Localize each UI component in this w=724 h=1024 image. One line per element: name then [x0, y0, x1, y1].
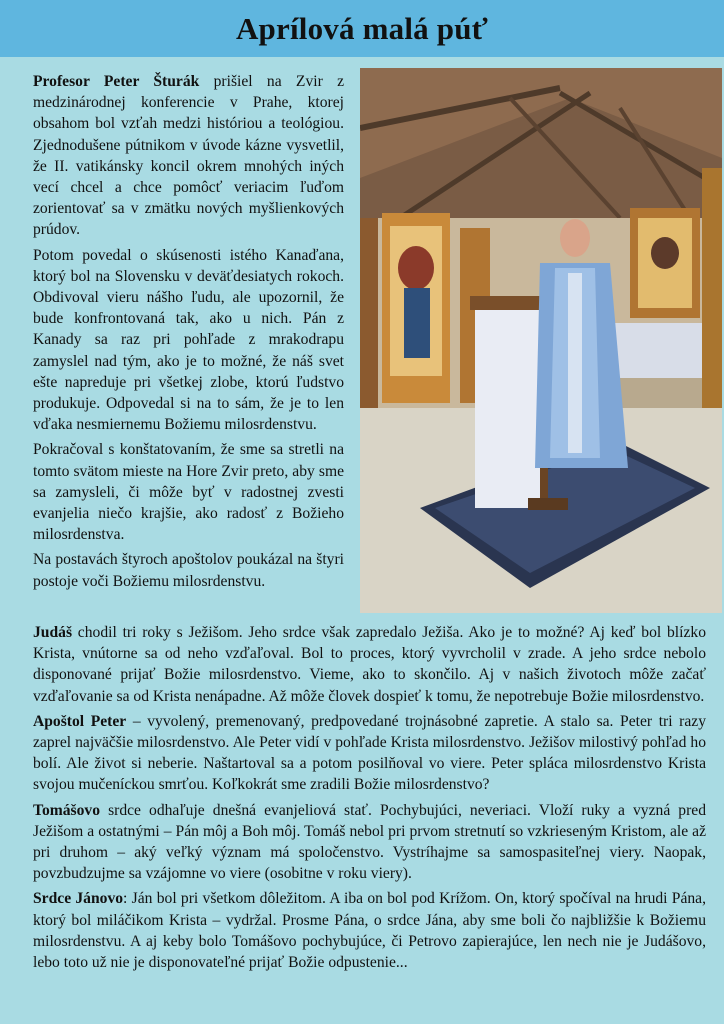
paragraph-judas [33, 622, 706, 707]
lead-text: Tomášovo [33, 801, 101, 819]
paragraph-text: Pokračoval s konštatovaním, že sme sa stretli na tomto svätom mieste na Hore Zvir preto, aby sme sa zamysleli, či môže byť v radostnej zvesti evanjelia niečo krajšie, ako radosť z Božieho milosrdenstva. [33, 441, 344, 544]
page-title: Aprílová malá púť [235, 10, 489, 46]
page-header [0, 0, 724, 57]
lead-text: Srdce Jánovo [33, 890, 124, 908]
paragraph [33, 549, 344, 591]
paragraph-text: – vyvolený, premenovaný, predpovedané trojnásobné zapretie. A stalo sa. Peter tri razy zaprel najväčšie milosrdenstvo. Ale Peter vidí v pohľade Krista milosrdenstvo. Ježišov milostivý pohľad ho bolí. Ale život si neberie. Naštartoval sa a potom posilňoval vo viere. Peter spláca milosrdenstvo Krista svojou mučeníckou smrťou. Koľkokrát sme zradili Božie milosrdenstvo? [33, 712, 706, 794]
text-full-width [33, 622, 706, 977]
lead-text: Apoštol Peter [33, 712, 127, 730]
paragraph-text: Potom povedal o skúsenosti istého Kanaďana, ktorý bol na Slovensku v deväťdesiatych rokoch. Obdivoval vieru nášho ľudu, ale upozornil, že bude konfrontovaná tak, ako u nich. Pán z Kanady sa raz pri pohľade z mrakodrapu zamyslel nad tým, ako je to možné, že náš svet ešte napreduje pri všetkej zlobe, ktorú ľudstvo produkuje. Odpovedal si na to sám, že je to len vďaka nesmiernemu Božiemu milosrdenstvu. [33, 246, 344, 434]
text-column [33, 71, 344, 596]
priest [560, 219, 590, 257]
paragraph-text: : Ján bol pri všetkom dôležitom. A iba on bol pod Krížom. On, ktorý spočíval na hrudi Pána, ktorý bol miláčikom Krista – vydržal. Prosme Pána, o srdce Jána, aby sme boli čo najbližšie k Božiemu milosrdenstvu. A aj keby bolo Tomášovo pochybujúce, či Petrovo zapierajúce, len nech nie je Judášovo, lebo toto už nie je disponovateľné prijať Božie odpustenie... [33, 890, 706, 972]
lead-text: Judáš [33, 624, 73, 641]
paragraph [33, 71, 344, 241]
paragraph-text: srdce odhaľuje dnešná evanjeliová stať. Pochybujúci, neveriaci. Vloží ruky a vyzná pred Ježišom a ostatnými – Pán môj a Boh môj. Tomáš nebol pri prvom stretnutí so vzkrieseným Kristom, ale až pri druhom – aký veľký význam má spoločenstvo. Vystríhajme sa samospasiteľnej viery. Naopak, povzbudzujme sa vzájomne vo viere (osobitne v roku viery). [33, 801, 706, 883]
paragraph-text: Na postavách štyroch apoštolov poukázal na štyri postoje voči Božiemu milosrdenstvu. [33, 551, 344, 590]
paragraph [33, 245, 344, 436]
photo-illustration [360, 68, 722, 613]
paragraph-text: prišiel na Zvir z medzinárodnej konferencie v Prahe, ktorej obsahom bol vzťah medzi históriou a teológiou. Zjednodušene pútnikom v úvode kázne vysvetlil, že II. vatikánsky koncil okrem mnohých iných vecí chcel a chce pomôcť veriacim ľuďom zorientovať sa v zmätku nových myšlienkových prúdov. [33, 73, 345, 239]
paragraph-peter [33, 711, 706, 796]
paragraph-text: chodil tri roky s Ježišom. Jeho srdce však zapredalo Ježiša. Ako je to možné? Aj keď bol blízko Krista, vnútorne sa od neho vzďaľoval. Bol to proces, ktorý vyvrcholil v zrade. A jeho srdce nebolo disponované prijať Božie milosrdenstvo. Vieme, ako to skončilo. Aj v našich životoch môže začať vzďaľovanie sa od Krista nenápadne. Až môže človek dospieť k tomu, že nepotrebuje Božie milosrdenstvo. [33, 624, 706, 705]
lectern [475, 298, 545, 508]
photo-priest-at-altar [360, 68, 722, 613]
lead-text: Profesor Peter Šturák [33, 73, 200, 90]
paragraph-john [33, 888, 706, 973]
paragraph-thomas [33, 800, 706, 885]
paragraph [33, 439, 344, 545]
